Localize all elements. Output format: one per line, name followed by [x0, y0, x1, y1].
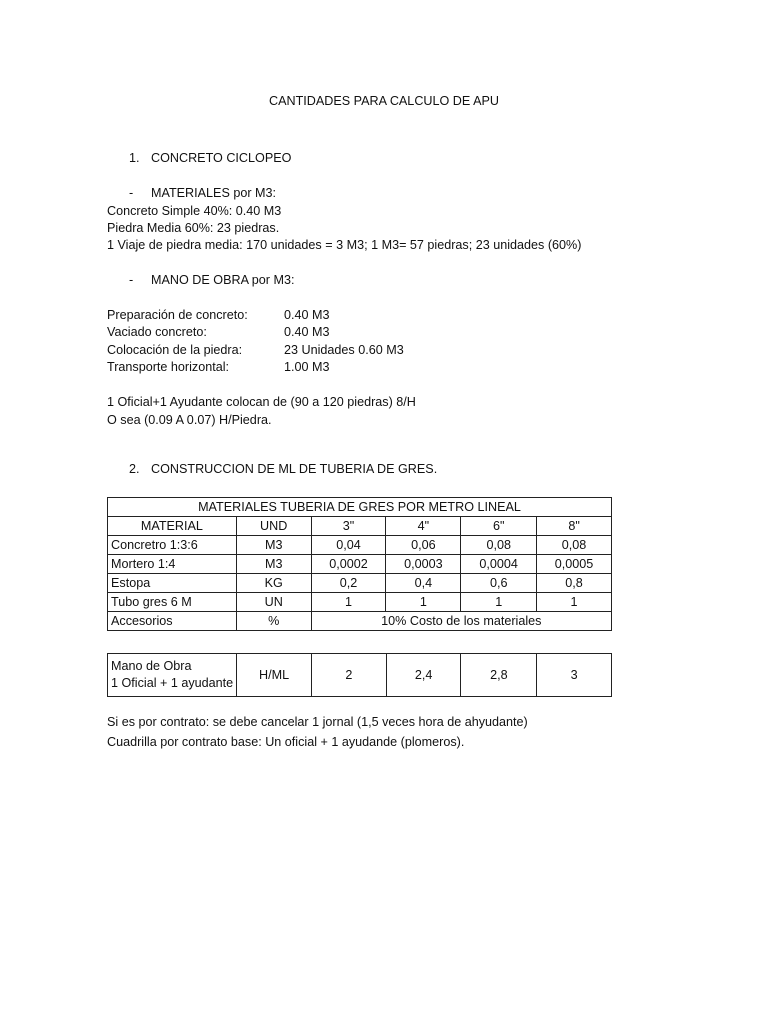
- labor-dash: -: [129, 273, 134, 287]
- labor-item-label: Transporte horizontal:: [107, 360, 230, 374]
- labor-item: [107, 306, 330, 324]
- labor-item-label: Preparación de concreto:: [107, 308, 248, 322]
- labor-item-label: Vaciado concreto:: [107, 325, 207, 339]
- column-header: 8": [537, 517, 612, 536]
- accessories-note: 10% Costo de los materiales: [311, 612, 611, 631]
- column-header: MATERIAL: [108, 517, 237, 536]
- section-1-title: CONCRETO CICLOPEO: [151, 151, 292, 165]
- labor-label-cell: [108, 654, 237, 697]
- table-cell: Mortero 1:4: [108, 555, 237, 574]
- column-header: UND: [236, 517, 311, 536]
- labor-item-value: 1.00 M3: [284, 360, 330, 374]
- section-2-number: 2.: [129, 462, 140, 476]
- table-row: [108, 574, 612, 593]
- table-cell: 0,06: [386, 536, 461, 555]
- column-header: 3": [311, 517, 386, 536]
- section-2-title: CONSTRUCCION DE ML DE TUBERIA DE GRES.: [151, 462, 438, 476]
- table-cell: Concretro 1:3:6: [108, 536, 237, 555]
- table-cell: 0,0005: [537, 555, 612, 574]
- table-header-row: [108, 517, 612, 536]
- section-1-number: 1.: [129, 151, 140, 165]
- table-cell: Accesorios: [108, 612, 237, 631]
- table-cell: %: [236, 612, 311, 631]
- labor-item-value: 0.40 M3: [284, 308, 330, 322]
- labor-label-line-2: 1 Oficial + 1 ayudante: [111, 676, 234, 690]
- table-cell: Estopa: [108, 574, 237, 593]
- table-cell: 1: [461, 593, 537, 612]
- labor-item-label: Colocación de la piedra:: [107, 343, 243, 357]
- labor-item: [107, 358, 330, 376]
- table-title-row: [108, 498, 612, 517]
- table-cell: 2: [312, 654, 387, 697]
- labor-unit-cell: H/ML: [237, 654, 312, 697]
- materials-table: [107, 497, 612, 631]
- labor-item: [107, 323, 330, 341]
- table-cell: 0,8: [537, 574, 612, 593]
- column-header: 6": [461, 517, 537, 536]
- labor-note-2: O sea (0.09 A 0.07) H/Piedra.: [107, 413, 272, 427]
- table-cell: 0,04: [311, 536, 386, 555]
- table-row: [108, 593, 612, 612]
- materials-line-2: Piedra Media 60%: 23 piedras.: [107, 221, 280, 235]
- table-row: [108, 612, 612, 631]
- labor-item-value: 23 Unidades 0.60 M3: [284, 343, 404, 357]
- table-cell: M3: [236, 536, 311, 555]
- table-row: [108, 536, 612, 555]
- table-cell: 3: [537, 654, 612, 697]
- footer-line-1: Si es por contrato: se debe cancelar 1 jornal (1,5 veces hora de ahyudante): [107, 715, 528, 729]
- materials-dash: -: [129, 186, 134, 200]
- table-row: [108, 555, 612, 574]
- table-cell: 1: [386, 593, 461, 612]
- labor-item: [107, 341, 404, 359]
- materials-line-1: Concreto Simple 40%: 0.40 M3: [107, 204, 282, 218]
- labor-note-1: 1 Oficial+1 Ayudante colocan de (90 a 120 piedras) 8/H: [107, 395, 416, 409]
- table-cell: 2,8: [461, 654, 537, 697]
- table-title: MATERIALES TUBERIA DE GRES POR METRO LINEAL: [108, 498, 612, 517]
- footer-line-2: Cuadrilla por contrato base: Un oficial + 1 ayudande (plomeros).: [107, 735, 465, 749]
- section-2-heading: [129, 460, 437, 478]
- labor-heading-text: MANO DE OBRA por M3:: [151, 273, 295, 287]
- table-cell: 0,6: [461, 574, 537, 593]
- table-cell: 0,0002: [311, 555, 386, 574]
- table-cell: 0,2: [311, 574, 386, 593]
- table-cell: 0,08: [537, 536, 612, 555]
- materials-line-3: 1 Viaje de piedra media: 170 unidades = 3 M3; 1 M3= 57 piedras; 23 unidades (60%): [107, 238, 582, 252]
- column-header: 4": [386, 517, 461, 536]
- labor-label-line-1: Mano de Obra: [111, 659, 192, 673]
- table-cell: 0,0003: [386, 555, 461, 574]
- table-cell: UN: [236, 593, 311, 612]
- labor-item-value: 0.40 M3: [284, 325, 330, 339]
- labor-table: [107, 653, 612, 697]
- table-cell: Tubo gres 6 M: [108, 593, 237, 612]
- section-1-heading: [129, 149, 291, 167]
- table-cell: M3: [236, 555, 311, 574]
- table-cell: 0,4: [386, 574, 461, 593]
- labor-heading: [129, 271, 294, 289]
- materials-heading-text: MATERIALES por M3:: [151, 186, 277, 200]
- table-cell: 0,08: [461, 536, 537, 555]
- table-cell: 2,4: [386, 654, 461, 697]
- table-cell: 0,0004: [461, 555, 537, 574]
- materials-heading: [129, 184, 276, 202]
- table-cell: 1: [537, 593, 612, 612]
- document-title: CANTIDADES PARA CALCULO DE APU: [268, 94, 499, 108]
- table-cell: KG: [236, 574, 311, 593]
- table-cell: 1: [311, 593, 386, 612]
- table-row: [108, 654, 612, 697]
